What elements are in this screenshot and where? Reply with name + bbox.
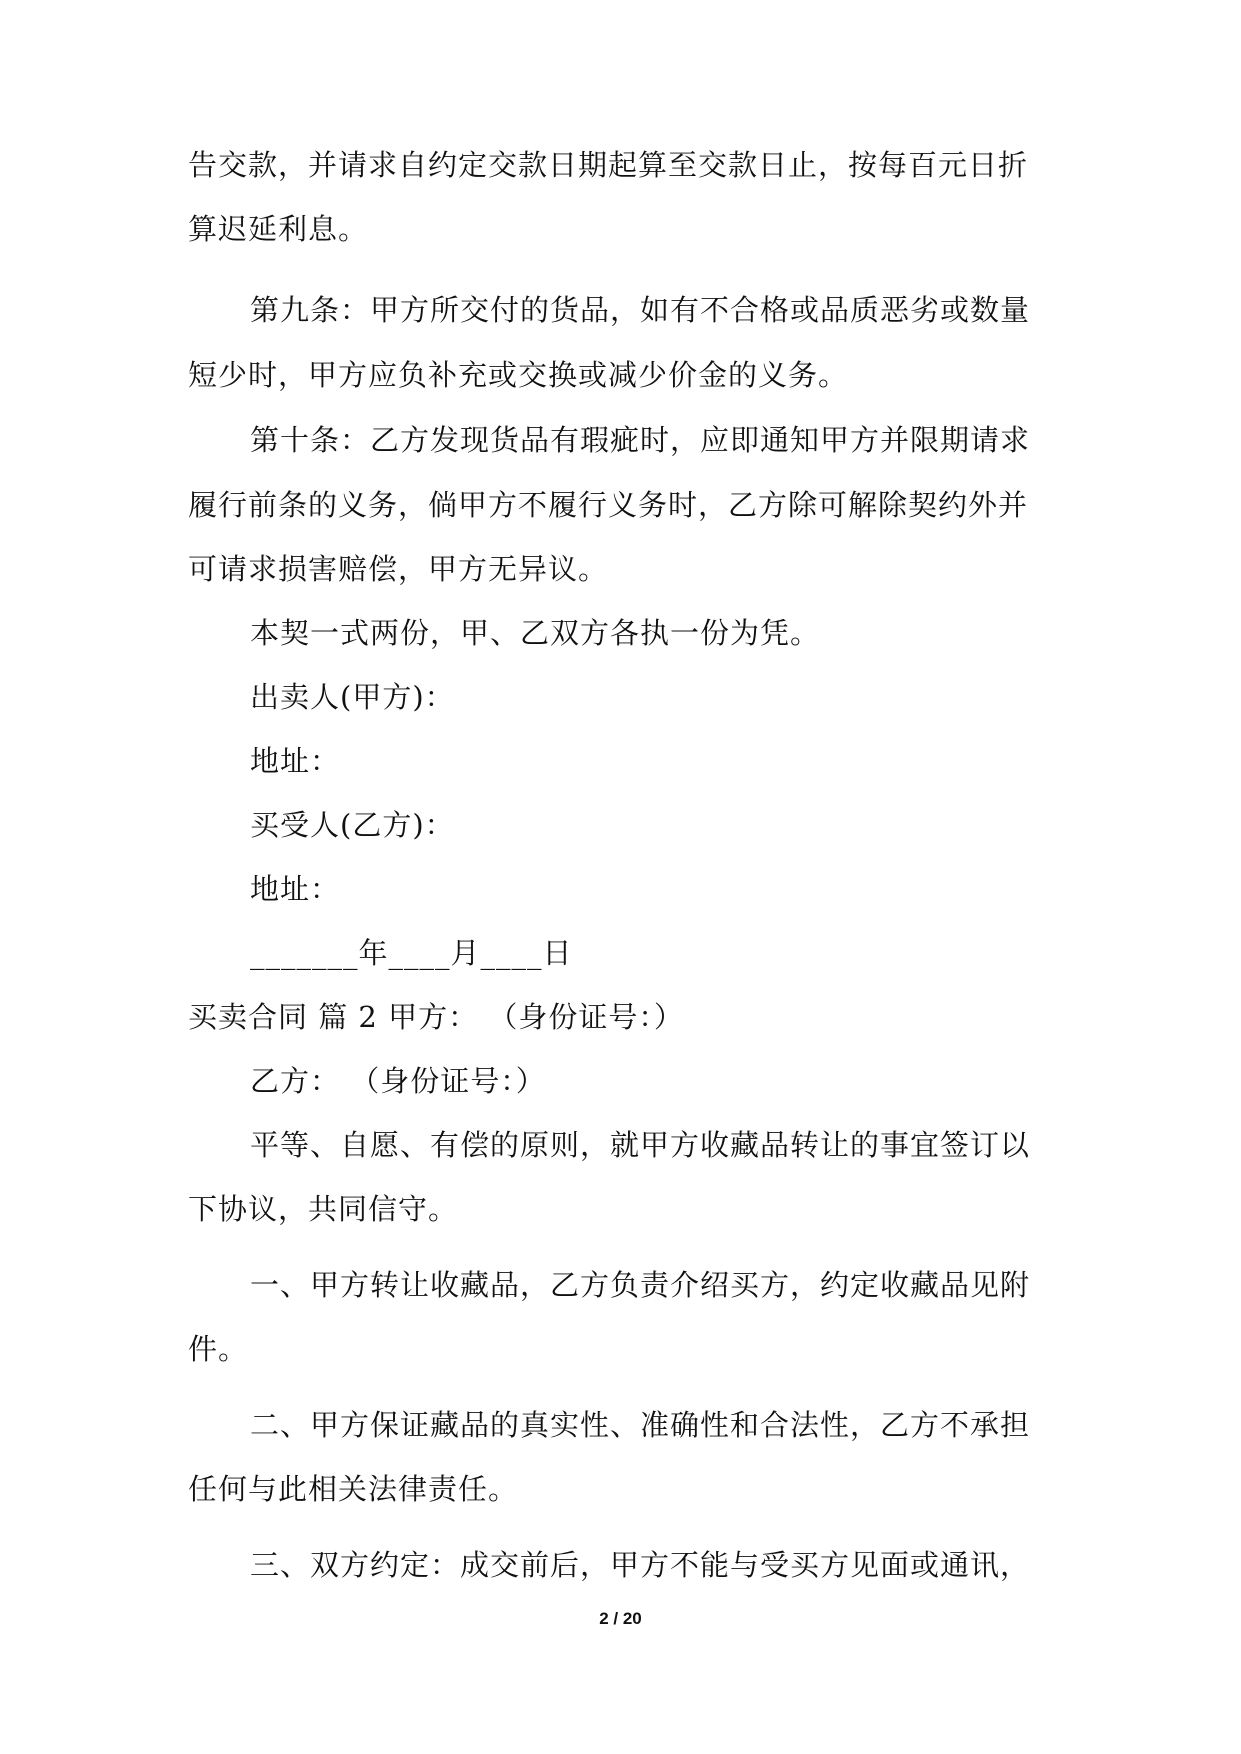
text-line: 下协议，共同信守。 <box>188 1192 459 1226</box>
text-line: 告交款，并请求自约定交款日期起算至交款日止，按每百元日折 <box>188 148 1029 182</box>
text-line: 二、甲方保证藏品的真实性、准确性和合法性，乙方不承担 <box>250 1408 1031 1442</box>
text-line: 任何与此相关法律责任。 <box>188 1472 519 1506</box>
text-line: 算迟延利息。 <box>188 212 369 246</box>
text-line: 第十条：乙方发现货品有瑕疵时，应即通知甲方并限期请求 <box>250 423 1031 457</box>
page-number: 2 / 20 <box>599 1609 642 1628</box>
date-line: _______年____月____日 <box>250 936 573 970</box>
text-line: 可请求损害赔偿，甲方无异议。 <box>188 552 609 586</box>
text-line: 履行前条的义务，倘甲方不履行义务时，乙方除可解除契约外并 <box>188 488 1029 522</box>
text-line: 件。 <box>188 1332 249 1366</box>
text-line: 本契一式两份，甲、乙双方各执一份为凭。 <box>250 616 821 650</box>
text-line: 买受人(乙方)： <box>250 808 455 842</box>
text-line: 第九条：甲方所交付的货品，如有不合格或品质恶劣或数量 <box>250 293 1031 327</box>
text-line: 出卖人(甲方)： <box>250 680 455 714</box>
text-line: 短少时，甲方应负补充或交换或减少价金的义务。 <box>188 358 849 392</box>
section-heading: 买卖合同 篇 2 甲方： （身份证号：） <box>188 1000 684 1034</box>
text-line: 地址： <box>250 744 341 778</box>
text-line: 平等、自愿、有偿的原则，就甲方收藏品转让的事宜签订以 <box>250 1128 1031 1162</box>
text-line: 地址： <box>250 872 341 906</box>
text-line: 三、双方约定：成交前后，甲方不能与受买方见面或通讯， <box>250 1548 1031 1582</box>
text-line: 乙方： （身份证号：） <box>250 1064 546 1098</box>
text-line: 一、甲方转让收藏品，乙方负责介绍买方，约定收藏品见附 <box>250 1268 1031 1302</box>
